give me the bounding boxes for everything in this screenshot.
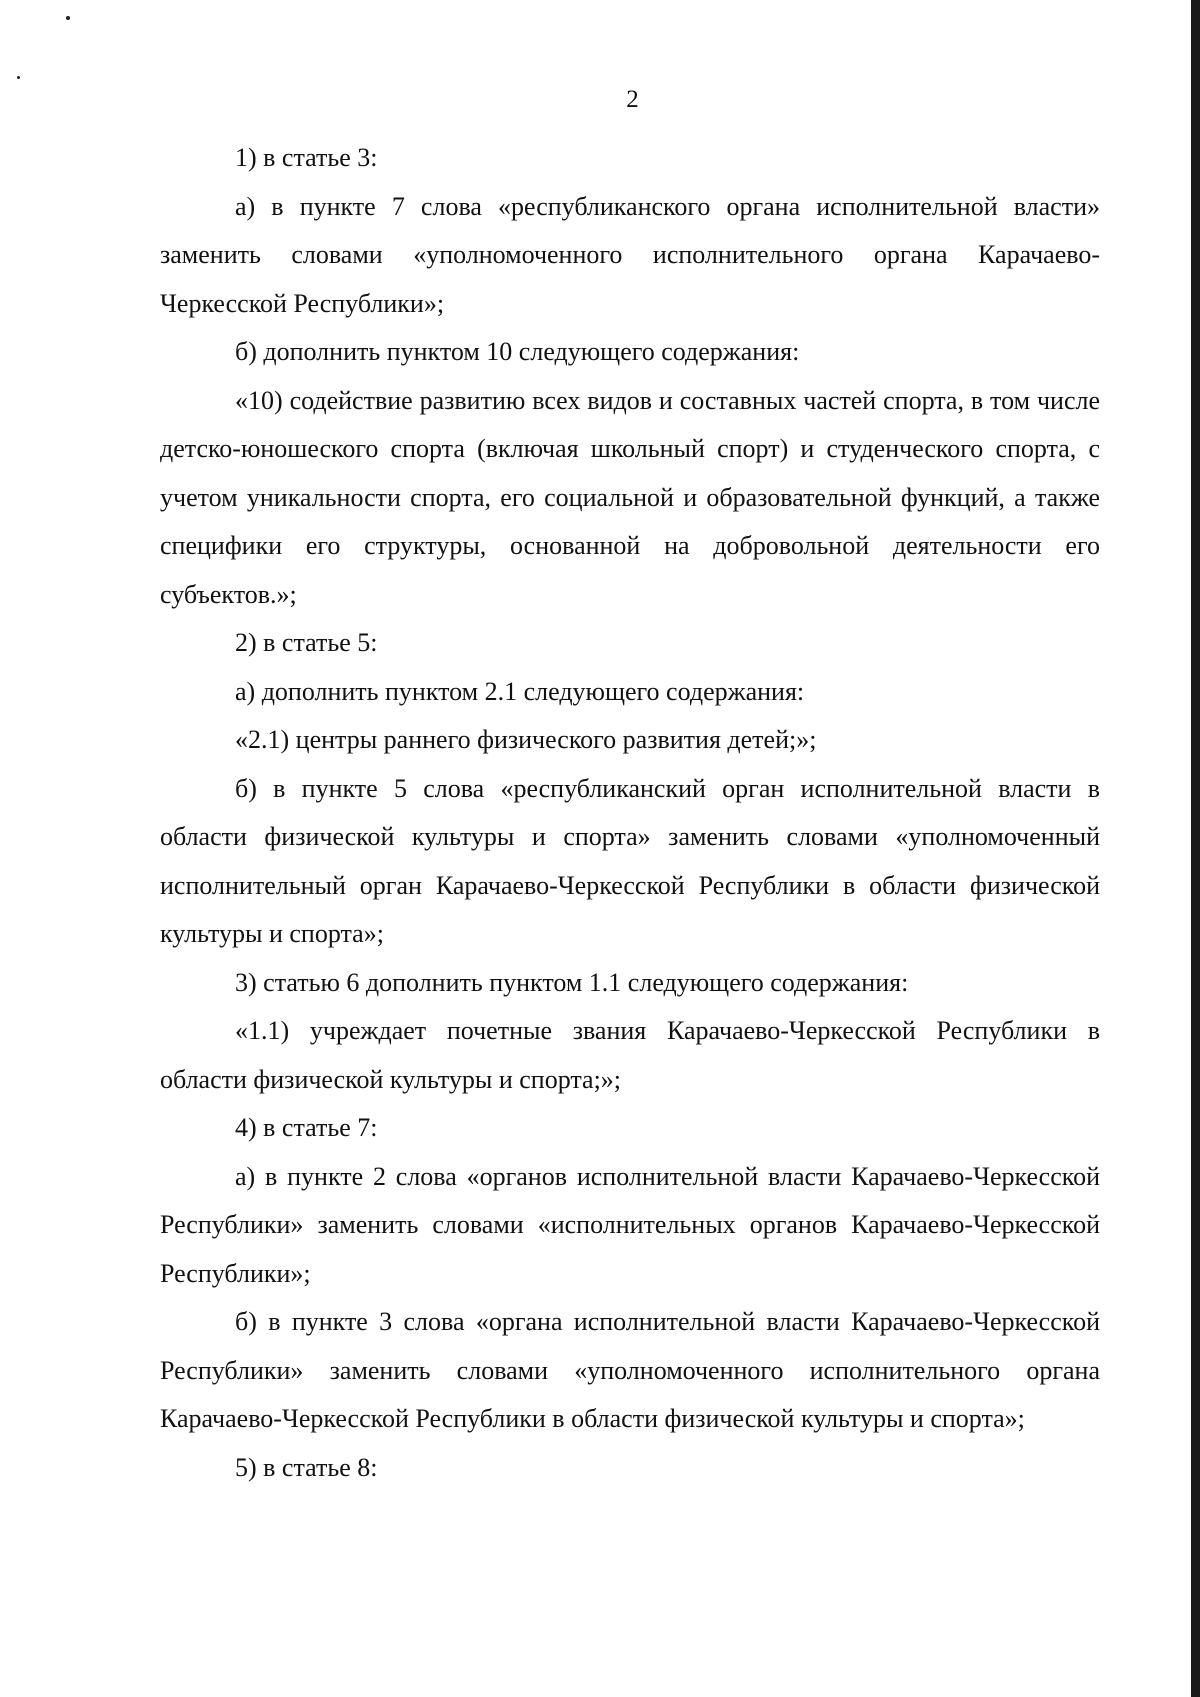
scan-edge-shadow bbox=[1191, 0, 1200, 1697]
scan-speck bbox=[66, 16, 70, 20]
paragraph-article-7: 4) в статье 7: bbox=[235, 1113, 378, 1142]
paragraph-article-8: 5) в статье 8: bbox=[235, 1452, 378, 1482]
paragraph-article-3: 1) в статье 3: bbox=[235, 143, 378, 172]
paragraph-5b: б) в пункте 5 слова «республиканский орган исполнительной власти в области физической культуры и спорта» заменить словами «уполномоченный исполнительный орган Карачаево-Черкесской Республики в области физической культуры и спорта»; bbox=[160, 773, 1100, 948]
paragraph-article-6: 3) статью 6 дополнить пунктом 1.1 следующего содержания: bbox=[235, 967, 909, 997]
paragraph-5a: а) дополнить пунктом 2.1 следующего содержания: bbox=[235, 676, 805, 706]
paragraph-article-5: 2) в статье 5: bbox=[235, 628, 378, 657]
paragraph-3a: а) в пункте 7 слова «республиканского органа исполнительной власти» заменить словами «уполномоченного исполнительного органа Карачаево-Черкесской Республики»; bbox=[160, 191, 1100, 318]
document-body bbox=[160, 134, 1100, 1492]
scan-speck bbox=[17, 76, 20, 79]
paragraph-6-point-1-1: «1.1) учреждает почетные звания Карачаево-Черкесской Республики в области физической культуры и спорта;»; bbox=[160, 1016, 1100, 1094]
paragraph-5a-point-2-1: «2.1) центры раннего физического развития детей;»; bbox=[235, 725, 817, 754]
paragraph-3b-point-10: «10) содействие развитию всех видов и составных частей спорта, в том числе детско-юношеского спорта (включая школьный спорт) и студенческого спорта, с учетом уникальности спорта, его социальной и образовательной функций, а также специфики его структуры, основанной на добровольной деятельности его субъектов.»; bbox=[160, 385, 1100, 609]
paragraph-3b: б) дополнить пунктом 10 следующего содержания: bbox=[235, 337, 800, 366]
paragraph-7b: б) в пункте 3 слова «органа исполнительной власти Карачаево-Черкесской Республики» заменить словами «уполномоченного исполнительного органа Карачаево-Черкесской Республики в области физической культуры и спорта»; bbox=[160, 1307, 1100, 1433]
page-number: 2 bbox=[626, 86, 639, 113]
paragraph-7a: а) в пункте 2 слова «органов исполнительной власти Карачаево-Черкесской Республики» заменить словами «исполнительных органов Карачаево-Черкесской Республики»; bbox=[160, 1161, 1100, 1288]
